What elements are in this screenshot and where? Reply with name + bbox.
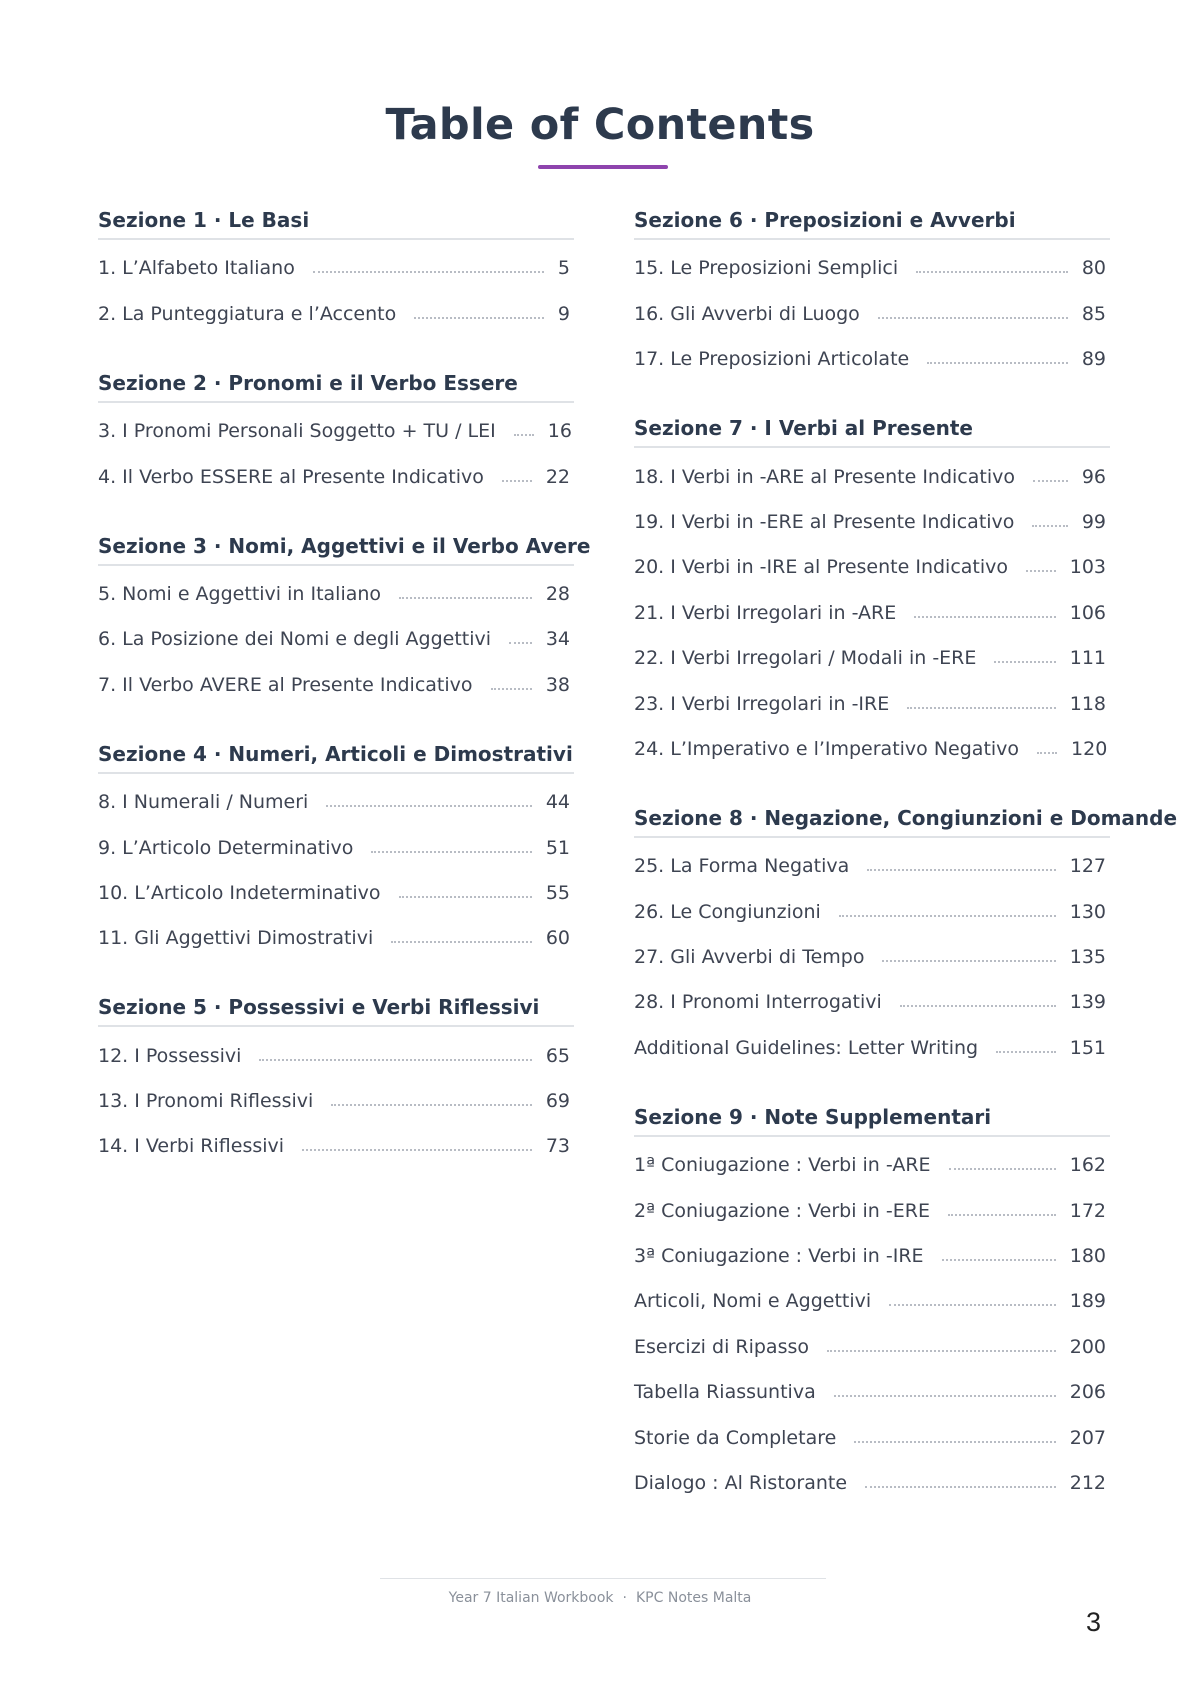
dot-leader bbox=[1032, 525, 1067, 527]
entry-title: 26. Le Congiunzioni bbox=[634, 900, 821, 923]
toc-section bbox=[634, 805, 1178, 1067]
entry-page-number: 89 bbox=[1081, 348, 1106, 371]
dot-leader bbox=[942, 1259, 1056, 1261]
dot-leader bbox=[996, 1051, 1056, 1053]
dot-leader bbox=[865, 1486, 1056, 1488]
entry-title: 20. I Verbi in -IRE al Presente Indicativo bbox=[634, 556, 1009, 579]
entry-title: Articoli, Nomi e Aggettivi bbox=[634, 1290, 872, 1313]
entry-title: 7. Il Verbo AVERE al Presente Indicativo bbox=[98, 673, 473, 696]
dot-leader bbox=[949, 1168, 1056, 1170]
entry-page-number: 60 bbox=[545, 927, 570, 950]
entry-page-number: 5 bbox=[557, 257, 570, 280]
footer-divider bbox=[380, 1578, 826, 1579]
entry-title: 22. I Verbi Irregolari / Modali in -ERE bbox=[634, 647, 977, 670]
section-heading: Sezione 5 · Possessivi e Verbi Riflessivi bbox=[98, 995, 574, 1027]
toc-entry[interactable] bbox=[634, 1366, 1110, 1411]
entry-page-number: 127 bbox=[1069, 855, 1106, 878]
dot-leader bbox=[834, 1395, 1056, 1397]
toc-entry[interactable] bbox=[634, 677, 1110, 722]
toc-section bbox=[634, 416, 1110, 768]
dot-leader bbox=[509, 642, 532, 644]
toc-section bbox=[98, 742, 574, 958]
dot-leader bbox=[399, 597, 532, 599]
toc-entry[interactable] bbox=[634, 1457, 1110, 1502]
entry-title: 2. La Punteggiatura e l’Accento bbox=[98, 302, 397, 325]
entry-title: 1. L’Alfabeto Italiano bbox=[98, 257, 295, 280]
dot-leader bbox=[948, 1214, 1056, 1216]
entry-title: Tabella Riassuntiva bbox=[634, 1381, 816, 1404]
entry-title: Esercizi di Ripasso bbox=[634, 1335, 809, 1358]
dot-leader bbox=[371, 851, 531, 853]
entry-page-number: 65 bbox=[545, 1044, 570, 1067]
dot-leader bbox=[1033, 480, 1068, 482]
entry-page-number: 120 bbox=[1071, 737, 1108, 760]
toc-entry[interactable] bbox=[634, 541, 1110, 586]
toc-entry[interactable] bbox=[634, 1275, 1110, 1320]
toc-entry[interactable] bbox=[98, 658, 574, 703]
toc-entry[interactable] bbox=[98, 242, 574, 287]
dot-leader bbox=[994, 661, 1055, 663]
section-heading: Sezione 3 · Nomi, Aggettivi e il Verbo Avere bbox=[98, 534, 574, 566]
dot-leader bbox=[907, 707, 1056, 709]
entry-page-number: 9 bbox=[557, 302, 570, 325]
entry-page-number: 38 bbox=[545, 673, 570, 696]
toc-entry[interactable] bbox=[98, 613, 574, 658]
dot-leader bbox=[491, 688, 532, 690]
toc-entry[interactable] bbox=[634, 1139, 1110, 1184]
entry-title: 19. I Verbi in -ERE al Presente Indicativo bbox=[634, 510, 1015, 533]
dot-leader bbox=[839, 915, 1056, 917]
entry-page-number: 96 bbox=[1081, 465, 1106, 488]
toc-left-column bbox=[98, 208, 591, 1203]
dot-leader bbox=[1026, 570, 1056, 572]
toc-entry[interactable] bbox=[634, 1184, 1110, 1229]
dot-leader bbox=[502, 480, 532, 482]
entry-title: 23. I Verbi Irregolari in -IRE bbox=[634, 692, 890, 715]
toc-entry[interactable] bbox=[634, 723, 1110, 768]
entry-page-number: 189 bbox=[1069, 1290, 1106, 1313]
entry-title: 14. I Verbi Riflessivi bbox=[98, 1135, 285, 1158]
toc-section bbox=[98, 208, 574, 333]
toc-section bbox=[634, 1105, 1110, 1502]
entry-page-number: 34 bbox=[545, 628, 570, 651]
dot-leader bbox=[313, 271, 544, 273]
entry-title: 6. La Posizione dei Nomi e degli Aggettivi bbox=[98, 628, 492, 651]
section-heading: Sezione 7 · I Verbi al Presente bbox=[634, 416, 1110, 448]
entry-page-number: 106 bbox=[1069, 601, 1106, 624]
toc-entry[interactable] bbox=[634, 840, 1110, 885]
entry-page-number: 162 bbox=[1069, 1154, 1106, 1177]
entry-page-number: 80 bbox=[1081, 257, 1106, 280]
entry-title: Additional Guidelines: Letter Writing bbox=[634, 1036, 979, 1059]
toc-entry[interactable] bbox=[634, 1411, 1110, 1456]
entry-title: 11. Gli Aggettivi Dimostrativi bbox=[98, 927, 374, 950]
entry-title: 25. La Forma Negativa bbox=[634, 855, 850, 878]
dot-leader bbox=[927, 362, 1068, 364]
toc-entry[interactable] bbox=[634, 450, 1110, 495]
toc-entry[interactable] bbox=[98, 1029, 574, 1074]
entry-title: 18. I Verbi in -ARE al Presente Indicativo bbox=[634, 465, 1015, 488]
toc-entry[interactable] bbox=[634, 333, 1110, 378]
dot-leader bbox=[259, 1059, 531, 1061]
entry-title: 21. I Verbi Irregolari in -ARE bbox=[634, 601, 897, 624]
toc-entry[interactable] bbox=[634, 242, 1110, 287]
dot-leader bbox=[889, 1304, 1056, 1306]
page-number: 3 bbox=[1085, 1607, 1101, 1637]
entry-title: 13. I Pronomi Riflessivi bbox=[98, 1090, 314, 1113]
entry-title: 16. Gli Avverbi di Luogo bbox=[634, 302, 860, 325]
entry-title: 28. I Pronomi Interrogativi bbox=[634, 991, 882, 1014]
dot-leader bbox=[326, 805, 532, 807]
entry-page-number: 207 bbox=[1069, 1426, 1106, 1449]
entry-title: 3ª Coniugazione : Verbi in -IRE bbox=[634, 1245, 924, 1268]
entry-title: 2ª Coniugazione : Verbi in -ERE bbox=[634, 1199, 930, 1222]
dot-leader bbox=[302, 1149, 532, 1151]
toc-section bbox=[98, 533, 591, 704]
entry-page-number: 69 bbox=[545, 1090, 570, 1113]
entry-page-number: 172 bbox=[1069, 1199, 1106, 1222]
toc-entry[interactable] bbox=[634, 586, 1110, 631]
dot-leader bbox=[827, 1350, 1056, 1352]
entry-page-number: 103 bbox=[1069, 556, 1106, 579]
toc-entry[interactable] bbox=[634, 496, 1110, 541]
entry-page-number: 111 bbox=[1069, 647, 1106, 670]
entry-title: 24. L’Imperativo e l’Imperativo Negativo bbox=[634, 737, 1020, 760]
dot-leader bbox=[867, 869, 1055, 871]
entry-title: 8. I Numerali / Numeri bbox=[98, 791, 309, 814]
entry-title: 5. Nomi e Aggettivi in Italiano bbox=[98, 582, 382, 605]
toc-entry[interactable] bbox=[634, 976, 1110, 1021]
section-heading: Sezione 2 · Pronomi e il Verbo Essere bbox=[98, 371, 574, 403]
entry-page-number: 135 bbox=[1069, 946, 1106, 969]
toc-entry[interactable] bbox=[98, 287, 574, 332]
toc-entry[interactable] bbox=[634, 632, 1110, 677]
entry-title: Dialogo : Al Ristorante bbox=[634, 1471, 848, 1494]
toc-entry[interactable] bbox=[634, 1230, 1110, 1275]
section-heading: Sezione 6 · Preposizioni e Avverbi bbox=[634, 208, 1110, 240]
entry-page-number: 22 bbox=[545, 465, 570, 488]
toc-entry[interactable] bbox=[98, 405, 574, 450]
toc-entry[interactable] bbox=[98, 912, 574, 957]
toc-section bbox=[634, 208, 1110, 378]
dot-leader bbox=[414, 317, 544, 319]
entry-page-number: 44 bbox=[545, 791, 570, 814]
dot-leader bbox=[900, 1005, 1056, 1007]
entry-title: 27. Gli Avverbi di Tempo bbox=[634, 946, 865, 969]
dot-leader bbox=[391, 941, 532, 943]
entry-title: 10. L’Articolo Indeterminativo bbox=[98, 881, 381, 904]
footer-separator: · bbox=[622, 1590, 627, 1606]
footer-publisher: KPC Notes Malta bbox=[636, 1590, 752, 1606]
toc-section bbox=[98, 995, 574, 1165]
toc-entry[interactable] bbox=[98, 1075, 574, 1120]
entry-title: 4. Il Verbo ESSERE al Presente Indicativo bbox=[98, 465, 484, 488]
entry-title: 12. I Possessivi bbox=[98, 1044, 242, 1067]
footer-book-title: Year 7 Italian Workbook bbox=[448, 1590, 614, 1606]
entry-page-number: 28 bbox=[545, 582, 570, 605]
entry-page-number: 151 bbox=[1069, 1036, 1106, 1059]
entry-page-number: 16 bbox=[547, 420, 572, 443]
toc-entry[interactable] bbox=[98, 450, 574, 495]
toc-entry[interactable] bbox=[634, 1320, 1110, 1365]
title-underline bbox=[538, 165, 668, 169]
toc-entry[interactable] bbox=[634, 1021, 1110, 1066]
entry-title: 3. I Pronomi Personali Soggetto + TU / LEI bbox=[98, 420, 496, 443]
entry-page-number: 99 bbox=[1081, 510, 1106, 533]
toc-entry[interactable] bbox=[98, 776, 574, 821]
dot-leader bbox=[854, 1441, 1055, 1443]
entry-page-number: 130 bbox=[1069, 900, 1106, 923]
section-heading: Sezione 9 · Note Supplementari bbox=[634, 1105, 1110, 1137]
entry-page-number: 200 bbox=[1069, 1335, 1106, 1358]
toc-section bbox=[98, 371, 574, 496]
toc-entry[interactable] bbox=[98, 568, 574, 613]
dot-leader bbox=[514, 434, 534, 436]
section-heading: Sezione 4 · Numeri, Articoli e Dimostrativi bbox=[98, 742, 574, 774]
dot-leader bbox=[331, 1104, 532, 1106]
entry-page-number: 55 bbox=[545, 881, 570, 904]
entry-title: 17. Le Preposizioni Articolate bbox=[634, 348, 910, 371]
section-heading: Sezione 1 · Le Basi bbox=[98, 208, 574, 240]
entry-page-number: 51 bbox=[545, 836, 570, 859]
dot-leader bbox=[1037, 752, 1057, 754]
dot-leader bbox=[916, 271, 1068, 273]
entry-page-number: 118 bbox=[1069, 692, 1106, 715]
entry-page-number: 212 bbox=[1069, 1471, 1106, 1494]
section-heading: Sezione 8 · Negazione, Congiunzioni e Domande bbox=[634, 806, 1110, 838]
toc-entry[interactable] bbox=[634, 931, 1110, 976]
footer bbox=[0, 1590, 1200, 1606]
toc-entry[interactable] bbox=[634, 885, 1110, 930]
entry-page-number: 206 bbox=[1069, 1381, 1106, 1404]
entry-title: 15. Le Preposizioni Semplici bbox=[634, 257, 899, 280]
dot-leader bbox=[882, 960, 1055, 962]
entry-page-number: 73 bbox=[545, 1135, 570, 1158]
toc-entry[interactable] bbox=[98, 1120, 574, 1165]
entry-title: 9. L’Articolo Determinativo bbox=[98, 836, 354, 859]
entry-title: Storie da Completare bbox=[634, 1426, 837, 1449]
toc-entry[interactable] bbox=[98, 821, 574, 866]
dot-leader bbox=[878, 317, 1068, 319]
toc-entry[interactable] bbox=[98, 867, 574, 912]
entry-page-number: 180 bbox=[1069, 1245, 1106, 1268]
toc-right-column bbox=[634, 208, 1178, 1540]
page-title: Table of Contents bbox=[385, 100, 815, 150]
entry-page-number: 85 bbox=[1081, 302, 1106, 325]
dot-leader bbox=[914, 616, 1056, 618]
entry-page-number: 139 bbox=[1069, 991, 1106, 1014]
toc-entry[interactable] bbox=[634, 287, 1110, 332]
dot-leader bbox=[399, 896, 532, 898]
entry-title: 1ª Coniugazione : Verbi in -ARE bbox=[634, 1154, 931, 1177]
